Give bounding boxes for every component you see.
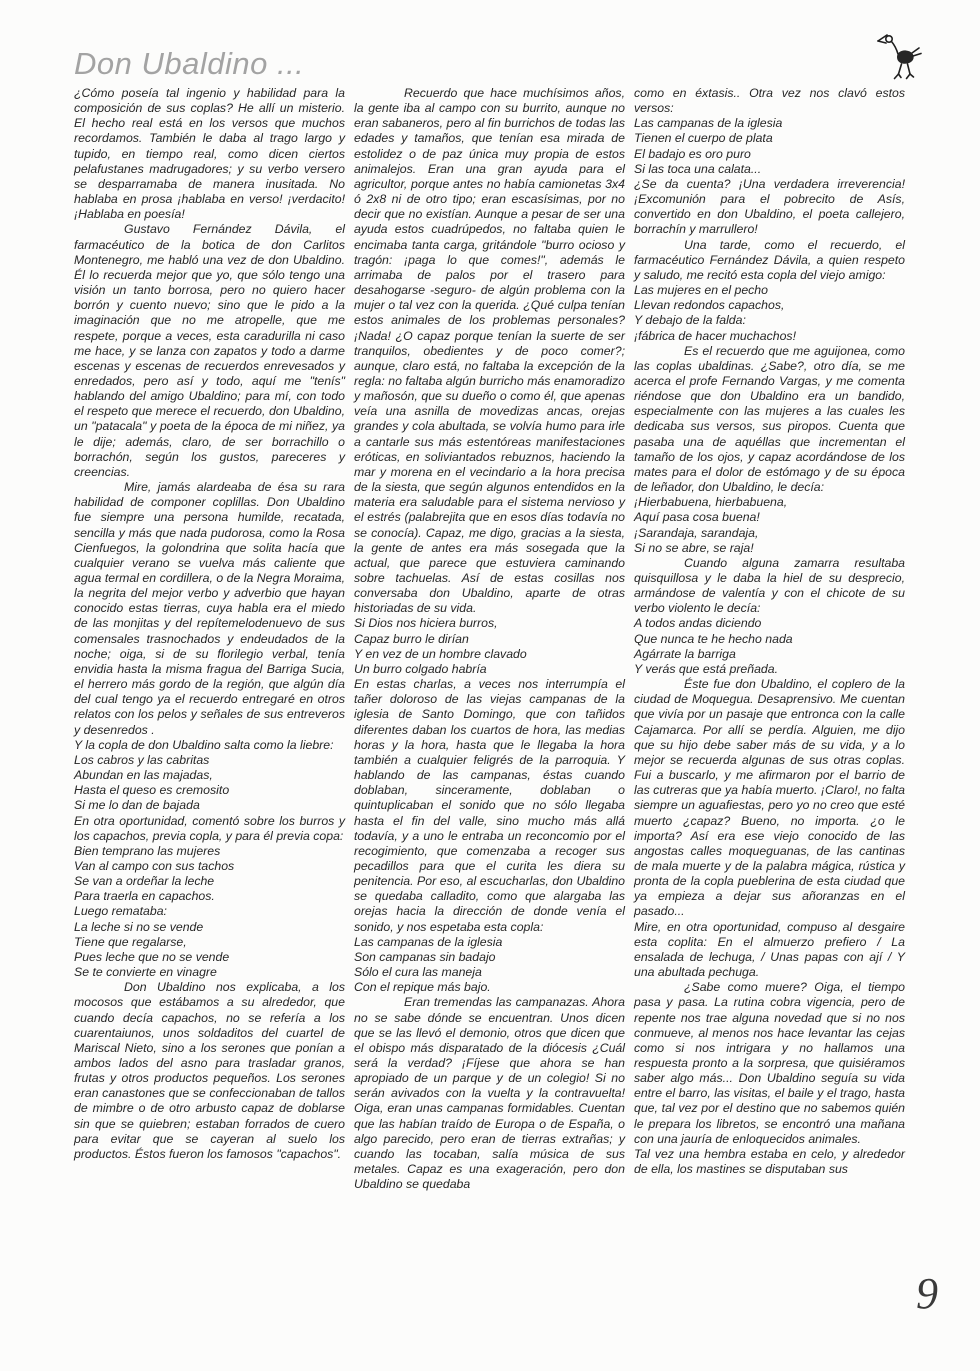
verse-line: Si Dios nos hiciera burros, xyxy=(354,616,498,631)
verse-line: Van al campo con sus tachos xyxy=(74,858,235,873)
verse-line: Se van a ordeñar la leche xyxy=(74,874,215,889)
paragraph: Tal vez una hembra estaba en celo, y alrededor de ella, los mastines se disputaban sus xyxy=(634,1146,905,1177)
verse-line: Los cabros y las cabritas xyxy=(74,752,210,767)
verse-line: Aquí pasa cosa buena! xyxy=(634,510,760,525)
verse-line: Se te convierte en vinagre xyxy=(74,965,217,980)
verse-line: Para traerla en capachos. xyxy=(74,889,215,904)
verse-line: Un burro colgado habría xyxy=(354,661,487,676)
paragraph: como en éxtasis.. Otra vez nos clavó estos versos: xyxy=(634,86,905,116)
bird-doodle-icon xyxy=(870,26,934,84)
verse-line: Pues leche que no se vende xyxy=(74,949,230,964)
page-title: Don Ubaldino ... xyxy=(74,46,305,81)
verse-line: A todos andas diciendo xyxy=(634,616,762,631)
verse-line: Sólo el cura las maneja xyxy=(354,965,482,980)
verse-line: Llevan redondos capachos, xyxy=(634,298,785,313)
paragraph: Mire, jamás alardeaba de ésa su rara habilidad de componer coplillas. Don Ubaldino fue siempre una persona humilde, recatada, sencilla y más que nada pudorosa, como la Rosa Cienfuegos, la golondrina que solita hacía que cualquier verano se vuelva más caliente que agua termal en cordillera, o de la Negra Moraima, la negrita del mejor verbo y adverbio que hayan conocido estas tierras, cuya habla era el miedo de las monjitas y del repítemelodenuevo de sus comensales trasnochados y endeudados de la noche; oiga, si de su florilegio verbal, tenía envidia hasta la misma fragua del Barriga Sucia, el herrero más gordo de la región, que algún día del cual tengo ya el recuerdo entregaré en otros relatos con los pelos y señales de sus entreveros y desenredos . xyxy=(74,480,345,737)
paragraph: Gustavo Fernández Dávila, el farmacéutico de la botica de don Carlitos Montenegro, me habló una vez de don Ubaldino. Él lo recuerda mejor que yo, que sólo tengo una visión un tanto borrosa, pero no quiero hacer borrón y cuento nuevo; sino que le pido a la imaginación que no me atropelle, que me respete, porque a veces, esta caradurilla ni caso me hace, y se lanza con zapatos y todo a darme escenas y escenas de recuerdos enrevesados y enredados, pero así y todo, aquí me "tenís" hablando del amigo Ubaldino; para mí, con todo el respeto que merece el recuerdo, don Ubaldino, un "patacala" y poeta de la época de mi niñez, ya le dije; además, claro, de ser borrachillo o borrachón, según los gustos, pareceres y creencias. xyxy=(74,222,345,479)
paragraph: Y la copla de don Ubaldino salta como la liebre: xyxy=(74,737,334,752)
paragraph: Don Ubaldino nos explicaba, a los mocosos que estábamos a su alrededor, que cuando decía capachos, no se refería a los cuarentaiunos, unos soldaditos del cuartel de Mariscal Nieto, sino a los serones que ponían a ambos lados del asno para trasladar granos, frutas y otros productos pequeños. Los serones eran canastones que se confeccionaban de tallos de mimbre o de otro arbusto capaz de doblarse sin que se quiebren; estaban forrados de cuero para evitar que se cayeran al suelo los productos. Éstos fueron los famosos "capachos". xyxy=(74,980,345,1161)
paragraph: Una tarde, como el recuerdo, el farmacéutico Fernández Dávila, a quien respeto y saludo, me recitó esta copla del viejo amigo: xyxy=(634,237,905,282)
verse-line: Las campanas de la iglesia xyxy=(354,934,503,949)
page-number: 9 xyxy=(916,1269,938,1318)
text-column-2 xyxy=(354,86,625,1192)
verse-line: Tiene que regalarse, xyxy=(74,934,187,949)
text-column-3 xyxy=(634,86,905,1177)
paragraph: En estas charlas, a veces nos interrumpía el tañer doloroso de las viejas campanas de la iglesia de Santo Domingo, que con tañidos diferentes daban los cuartos de hora, las medias horas y la hora, hasta que le llegaba la hora también a cualquier feligrés de la parroquia. Y hablando de las campanas, éstas cuando doblaban, sinceramente, doblaban o quintuplicaban el sonido que no sólo llegaba hasta el fin del valle, sino mucho más allá todavía, y a uno le entraba un reconcomio por el recogimiento, que comenzaba a recoger sus pecadillos para que el curita les diera su penitencia. Por eso, al escucharlas, don Ubaldino se quedaba calladito, como que alargaba las orejas hacia la dirección de donde venía el sonido, y nos espetaba esta copla: xyxy=(354,677,625,934)
paragraph: ¿Se da cuenta? ¡Una verdadera irreverencia! ¡Excomunión para el pobrecito de Asís, convertido en don Ubaldino, el poeta callejero, borrachín y marrullero! xyxy=(634,176,905,237)
verse-line: Las campanas de la iglesia xyxy=(634,116,783,131)
verse-line: Y en vez de un hombre clavado xyxy=(354,646,527,661)
verse-line: Si las toca una calata... xyxy=(634,161,762,176)
verse-line: Y verás que está preñada. xyxy=(634,661,779,676)
verse-line: Agárrate la barriga xyxy=(634,646,736,661)
verse-line: ¡Hierbabuena, hierbabuena, xyxy=(634,495,788,510)
verse-line: Las mujeres en el pecho xyxy=(634,283,768,298)
paragraph: Es el recuerdo que me aguijonea, como las coplas ubaldinas. ¿Sabe?, otro día, se me acerca el profe Fernando Vargas, y me comenta riéndose que don Ubaldino era un bandido, especialmente con las mujeres a las cuales les dedicaba sus versos, sus piropos. Cuenta que pasaba una de aquéllas que incrementan el tamaño de los ojos, y capaz acordándose de los mates para el dolor de estómago y de su época de leñador, don Ubaldino, le decía: xyxy=(634,343,905,495)
paragraph: Recuerdo que hace muchísimos años, la gente iba al campo con su burrito, aunque no eran sabaneros, pero al fin burrichos de todas las edades y tamaños, que tenían esa mirada de estolidez o de paz única muy propia de estos animalejos. Eran una gran ayuda para el agricultor, porque antes no había camionetas 3x4 ó 2x8 ni de otro tipo; eran escasísimas, por no decir que no existían. Aunque a pesar de ser una ayuda estos cuadrúpedos, no faltaba quien le encimaba tanta carga, gritándole "burro ocioso y tragón: ¡paga lo que comes!", además le arrimaba de palos por el trasero para desahogarse -seguro- de algún problema con la mujer o tal vez con la querida. ¿Qué culpa tenían estos animales de los problemas personales? ¡Nada! ¿O capaz porque tenían la suerte de ser tranquilos, obedientes y de poco comer?; aunque, claro está, no faltaba la excepción de la regla: no faltaba algún burricho más enamoradizo y mañosón, que su dueño o como él, que apenas veía una asnilla de movedizas ancas, orejas grandes y cola abultada, se volvía humo para irle a cantarle sus más estentóreas manifestaciones eróticas, en soliviantados rebuznos, haciendo la mar y morena en el vecindario a la hora precisa de la siesta, que según algunos entendidos en la materia era saludable para el sistema nervioso y el estrés (palabrejita que en esos días todavía no se conocía). Capaz, me digo, gracias a la siesta, la gente de antes era más sosegada que la actual, que parece que estuviera caminando sobre tachuelas. Así de estas cosillas nos conversaba don Ubaldino, aparte de otras historiadas de su vida. xyxy=(354,86,625,616)
verse-line: La leche si no se vende xyxy=(74,919,204,934)
paragraph: En otra oportunidad, comentó sobre los burros y los capachos, previa copla, y para él previa copa: xyxy=(74,813,345,843)
verse-line: Tienen el cuerpo de plata xyxy=(634,131,773,146)
verse-line: Son campanas sin badajo xyxy=(354,949,496,964)
verse-line: Hasta el queso es cremosito xyxy=(74,783,230,798)
verse-line: El badajo es oro puro xyxy=(634,146,751,161)
paragraph: Cuando alguna zamarra resultaba quisquillosa y le daba la hiel de su desprecio, armándose de valentía y con el chicote de su verbo violento le decía: xyxy=(634,555,905,616)
verse-line: Abundan en las majadas, xyxy=(74,768,213,783)
paragraph: Eran tremendas las campanazas. Ahora no se sabe dónde se encuentran. Unos dicen que se las llevó el demonio, otros que dicen que el obispo más disparatado de la diócesis ¿Cuál será la verdad? ¡Fíjese que ahora se han apropiado de un parque y de un colegio! Si no serán avivados con la vuelta y la contravuelta! Oiga, eran unas campanas formidables. Cuentan que las habían traído de Europa o de España, o algo parecido, pero eran de tierras extrañas; y cuando las tocaban, salía música de sus metales. Capaz es una exageración, pero don Ubaldino se quedaba xyxy=(354,995,625,1192)
text-column-1 xyxy=(74,86,345,1162)
verse-line: Capaz burro le dirían xyxy=(354,631,469,646)
verse-line: ¡Sarandaja, sarandaja, xyxy=(634,525,759,540)
verse-line: Con el repique más bajo. xyxy=(354,980,491,995)
verse-line: ¡fábrica de hacer muchachos! xyxy=(634,328,796,343)
verse-line: Que nunca te he hecho nada xyxy=(634,631,793,646)
verse-line: Y debajo de la falda: xyxy=(634,313,746,328)
paragraph: Éste fue don Ubaldino, el coplero de la ciudad de Moquegua. Desaprensivo. Me cuentan que vivía por un pasaje que entronca con la calle Cajamarca. Por allí se perdía. Alguien, me dijo que su hijo debe saber más de su vida, y a lo mejor se recuerda algunas de sus otras coplas. Fui a buscarlo, y me afirmaron por el barrio de las cutreras que ya había muerto. ¡Claro!, no falta siempre un aguafiestas, pero yo no creo que esté muerto ¿capaz? Bueno, no importa. ¿o le importa? Así era ese viejo conocido de las angostas calles moqueguanas, de las cantinas de mala muerte y de la palabra mágica, rústica y pronta de la copla pueblerina de esta ciudad que ya empieza a dejar sus añoranzas en el pasado... xyxy=(634,677,905,919)
paragraph: Mire, en otra oportunidad, compuso al desgaire esta coplita: En el almuerzo prefiero / La ensalada de lechuga, / Unas papas con ají / Y una abultada pechuga. xyxy=(634,919,905,980)
paragraph: ¿Sabe como muere? Oiga, el tiempo pasa y pasa. La rutina cobra vigencia, pero de repente nos trae alguna novedad que si no nos conmueve, al menos nos hace levantar las cejas como si nos intrigara y no hallamos una respuesta pronto a la sorpresa, que quisiéramos saber algo más... Don Ubaldino seguía su vida entre el barro, las visitas, el baile y el trago, hasta que, tal vez por el destino que no sabemos quién le prepara los libretos, se encontró una mañana con una jauría de enloquecidos animales. xyxy=(634,980,905,1146)
verse-line: Luego remataba: xyxy=(74,904,167,919)
verse-line: Bien temprano las mujeres xyxy=(74,843,221,858)
paragraph: ¿Cómo poseía tal ingenio y habilidad para la composición de sus coplas? He allí un misterio. El hecho real está en los versos que muchos recordamos. También le daba al trago largo y tupido, en tiempo real, como dicen ciertos pelafustanes madrugadores; y su verbo versero se desparramaba de manera inusitada. No hablaba en prosa ¡hablaba en verso! ¡verdacito! ¡Hablaba en poesía! xyxy=(74,86,345,222)
verse-line: Si no se abre, se raja! xyxy=(634,540,754,555)
verse-line: Si me lo dan de bajada xyxy=(74,798,200,813)
article-body xyxy=(74,86,906,1192)
